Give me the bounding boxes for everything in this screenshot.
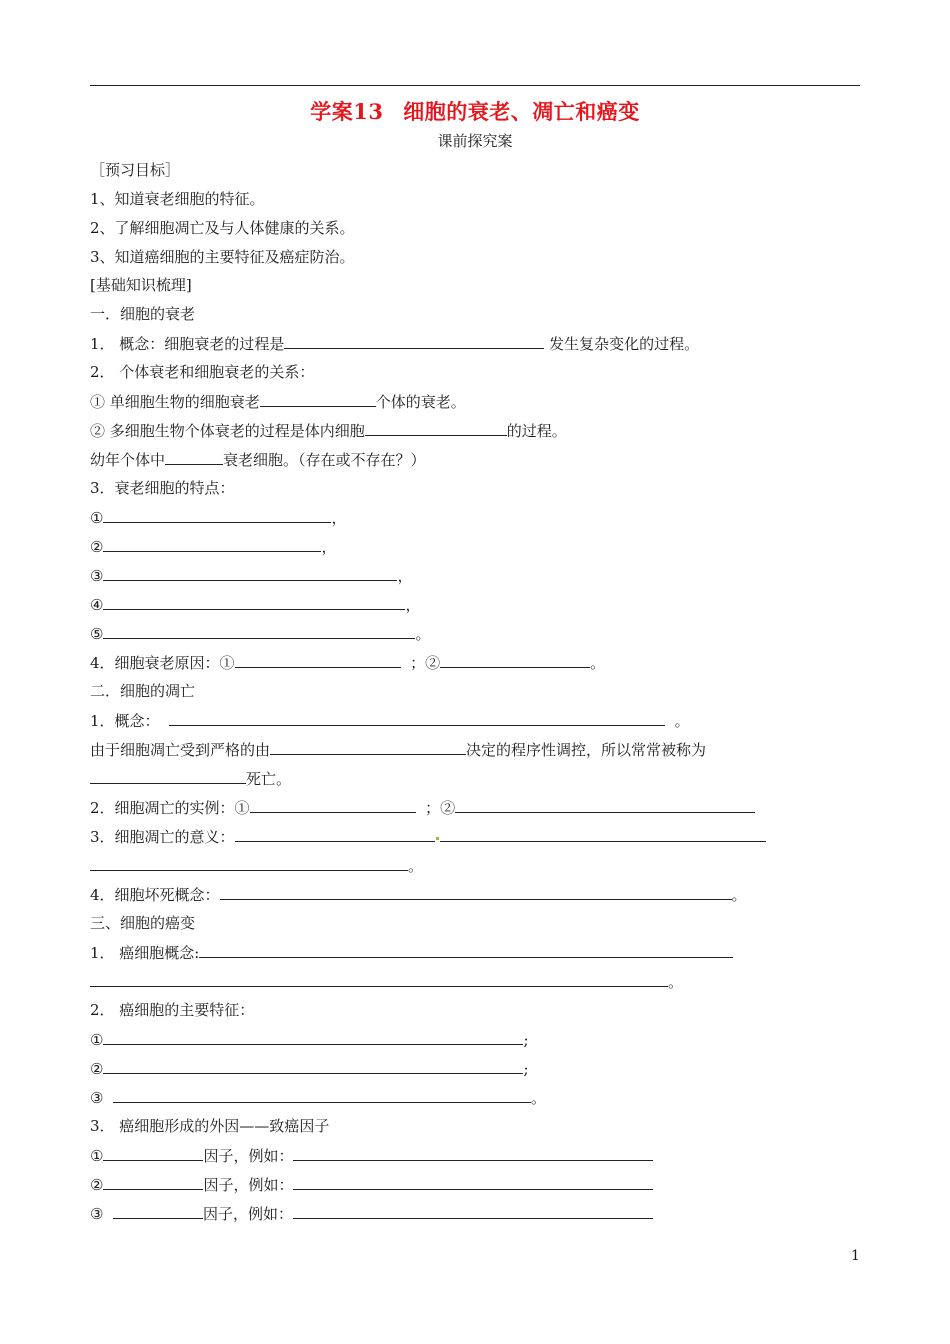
carcinogen-1-mark: ① [90,1147,104,1165]
apoptosis-alias-blank[interactable] [90,766,246,784]
relation-line-2 [90,418,567,442]
features-heading: 3．衰老细胞的特点： [90,479,235,497]
apoptosis-example-sep: ；② [425,799,456,817]
relation-line-3 [90,447,426,471]
apoptosis-example-blank-1[interactable] [250,795,416,813]
apoptosis-meaning-blank-2[interactable] [440,824,766,842]
carcinogen-2-example-blank[interactable] [293,1172,653,1190]
cancer-feature-1-end: ; [523,1031,529,1049]
relation-3-suffix: 衰老细胞。（存在或不存在？） [223,451,426,469]
carcinogen-3-type-blank[interactable] [113,1201,203,1219]
cancer-feature-line-3 [90,1085,546,1109]
cancer-features-heading: 2． 癌细胞的主要特征： [90,1001,255,1019]
preview-item-1: 1、知道衰老细胞的特征。 [90,190,265,208]
cancer-feature-3-blank[interactable] [113,1085,531,1103]
carcinogen-line-3 [90,1201,653,1225]
feature-1-end: ， [331,509,347,527]
carcinogen-3-mid: 因子，例如： [203,1205,294,1223]
necrosis-blank[interactable] [220,882,732,900]
cancer-feature-2-mark: ② [90,1060,104,1078]
relation-3-blank[interactable] [165,447,223,465]
page-title [0,96,950,126]
apoptosis-alias-suffix: 死亡。 [246,770,292,788]
necrosis-line [90,882,747,906]
relation-2-suffix: 的过程。 [506,422,567,440]
cancer-feature-1-blank[interactable] [103,1027,523,1045]
aging-cause-end: 。 [590,654,606,672]
feature-5-end: 。 [415,625,431,643]
feature-line-5 [90,621,430,645]
apoptosis-regulation-suffix: 决定的程序性调控，所以常常被称为 [466,741,707,759]
apoptosis-regulation-blank[interactable] [270,737,466,755]
feature-4-end: ， [405,596,421,614]
feature-line-3 [90,563,412,587]
carcinogen-2-mid: 因子，例如： [203,1176,294,1194]
stray-mark [436,837,439,840]
carcinogen-1-example-blank[interactable] [293,1143,653,1161]
aging-cause-sep: ；② [410,654,441,672]
apoptosis-concept-line [90,708,690,732]
apoptosis-regulation-line [90,737,706,761]
relation-line-1 [90,389,466,413]
relation-3-label: 幼年个体中 [90,451,166,469]
preview-item-3: 3、知道癌细胞的主要特征及癌症防治。 [90,248,355,266]
feature-3-blank[interactable] [103,563,397,581]
aging-concept-label: 1． 概念：细胞衰老的过程是 [90,335,285,353]
feature-line-1 [90,505,346,529]
section3-heading: 三、细胞的癌变 [90,914,196,932]
apoptosis-meaning-blank-1[interactable] [235,824,435,842]
apoptosis-alias-line [90,766,291,790]
aging-cause-line [90,650,605,674]
cancer-concept-blank-2[interactable] [90,969,668,987]
apoptosis-meaning-line [90,824,766,848]
preview-item-2: 2、了解细胞凋亡及与人体健康的关系。 [90,219,355,237]
aging-concept-line [90,331,699,355]
feature-2-mark: ② [90,538,104,556]
relation-heading: 2． 个体衰老和细胞衰老的关系： [90,363,315,381]
feature-1-mark: ① [90,509,104,527]
carcinogen-1-mid: 因子，例如： [203,1147,294,1165]
relation-1-label: ① 单细胞生物的细胞衰老 [90,393,260,411]
feature-3-end: ， [397,567,413,585]
carcinogen-2-type-blank[interactable] [103,1172,203,1190]
apoptosis-example-blank-2[interactable] [455,795,755,813]
apoptosis-regulation-label: 由于细胞凋亡受到严格的由 [90,741,271,759]
apoptosis-meaning-cont [90,853,423,877]
cancer-concept-blank-1[interactable] [199,940,733,958]
feature-2-blank[interactable] [103,534,321,552]
aging-concept-suffix: 发生复杂变化的过程。 [544,335,700,353]
cancer-feature-3-end: 。 [531,1089,547,1107]
feature-3-mark: ③ [90,567,104,585]
carcinogen-3-example-blank[interactable] [293,1201,653,1219]
aging-cause-label: 4．细胞衰老原因：① [90,654,235,672]
apoptosis-meaning-blank-3[interactable] [90,853,408,871]
cancer-concept-label: 1． 癌细胞概念: [90,944,200,962]
cancer-concept-line [90,940,733,964]
relation-1-suffix: 个体的衰老。 [375,393,466,411]
carcinogen-3-mark: ③ [90,1205,104,1223]
cancer-feature-1-mark: ① [90,1031,104,1049]
cancer-feature-2-blank[interactable] [103,1056,523,1074]
apoptosis-concept-blank[interactable] [169,708,665,726]
relation-1-blank[interactable] [260,389,376,407]
feature-line-4 [90,592,420,616]
apoptosis-concept-end: 。 [674,712,690,730]
section1-heading: 一．细胞的衰老 [90,305,196,323]
carcinogen-line-2 [90,1172,653,1196]
carcinogen-2-mark: ② [90,1176,104,1194]
relation-2-label: ② 多细胞生物个体衰老的过程是体内细胞 [90,422,365,440]
header-rule [90,85,860,86]
cancer-feature-line-1 [90,1027,529,1051]
cancer-feature-2-end: ; [523,1060,529,1078]
title-main: 细胞的衰老、凋亡和癌变 [403,99,640,124]
cancer-concept-end: 。 [668,973,684,991]
feature-4-blank[interactable] [103,592,405,610]
cancer-feature-line-2 [90,1056,529,1080]
feature-4-mark: ④ [90,596,104,614]
apoptosis-meaning-end: 。 [408,857,424,875]
feature-2-end: ， [321,538,337,556]
page-number: 1 [851,1248,860,1264]
necrosis-label: 4．细胞坏死概念： [90,886,220,904]
apoptosis-example-line [90,795,755,819]
page-subtitle: 课前探究案 [437,132,513,150]
section2-heading: 二．细胞的凋亡 [90,682,196,700]
feature-5-blank[interactable] [103,621,415,639]
aging-cause-blank-1[interactable] [235,650,401,668]
carcinogen-heading: 3． 癌细胞形成的外因——致癌因子 [90,1117,330,1135]
basics-heading: [基础知识梳理] [90,276,192,294]
necrosis-end: 。 [731,886,747,904]
feature-1-blank[interactable] [103,505,331,523]
feature-line-2 [90,534,336,558]
aging-concept-blank[interactable] [284,331,544,349]
apoptosis-example-label: 2．细胞凋亡的实例：① [90,799,250,817]
title-prefix: 学案13 [310,99,384,124]
feature-5-mark: ⑤ [90,625,104,643]
aging-cause-blank-2[interactable] [440,650,590,668]
apoptosis-meaning-label: 3．细胞凋亡的意义： [90,828,235,846]
carcinogen-1-type-blank[interactable] [103,1143,203,1161]
carcinogen-line-1 [90,1143,653,1167]
cancer-concept-cont [90,969,683,993]
preview-heading: ［预习目标］ [90,161,181,179]
relation-2-blank[interactable] [365,418,507,436]
apoptosis-concept-label: 1．概念： [90,712,160,730]
cancer-feature-3-mark: ③ [90,1089,104,1107]
